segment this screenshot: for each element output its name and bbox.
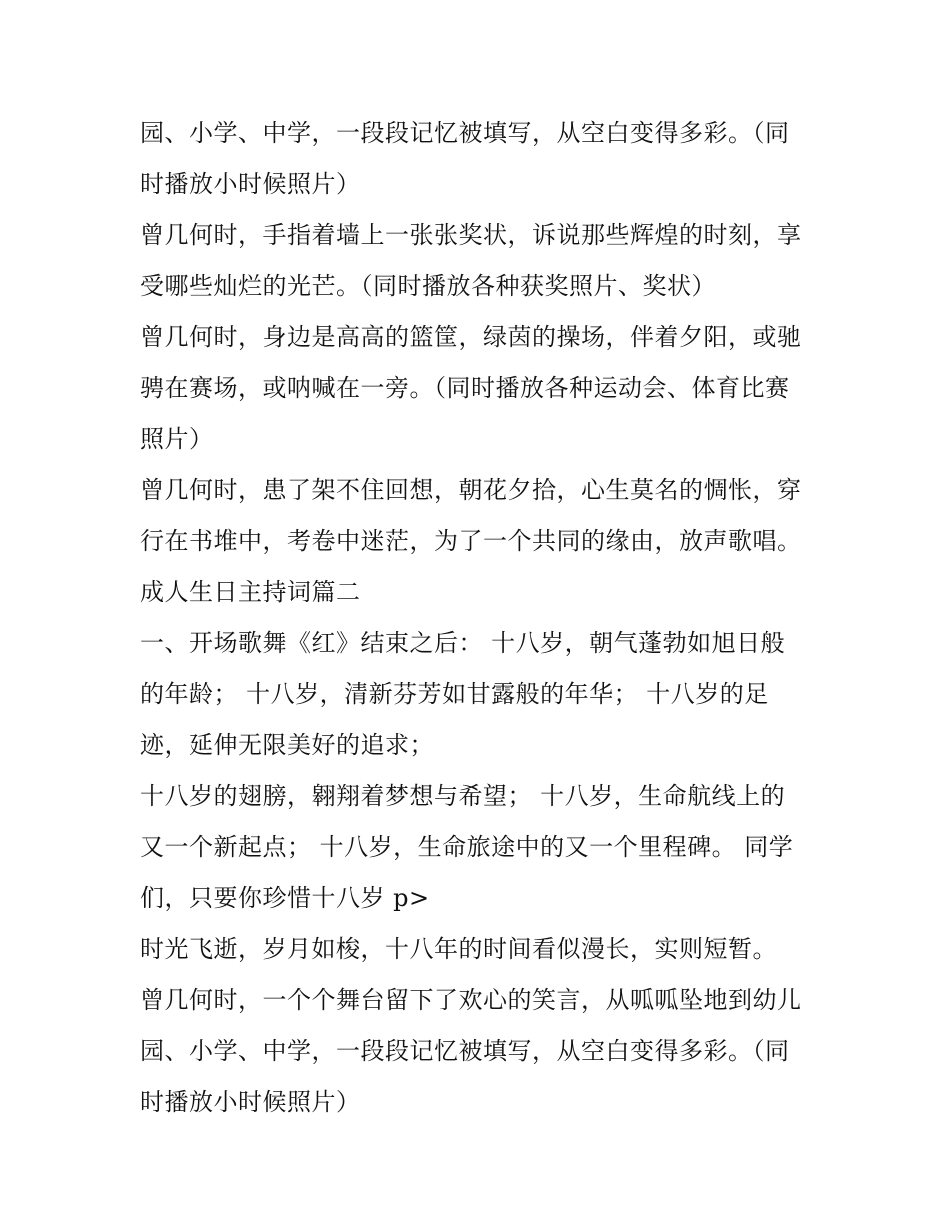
text-line: 十八岁的翅膀，翱翔着梦想与希望； 十八岁，生命航线上的 xyxy=(140,782,786,810)
text-line: 曾几何时，手指着墙上一张张奖状，诉说那些辉煌的时刻，享 xyxy=(140,221,802,249)
text-line: 时光飞逝，岁月如梭，十八年的时间看似漫长，实则短暂。 xyxy=(140,935,777,963)
text-line: 们，只要你珍惜十八岁 p> xyxy=(140,884,430,912)
text-line: 时播放小时候照片） xyxy=(140,170,361,198)
text-line: 照片） xyxy=(140,425,214,453)
text-line: 受哪些灿烂的光芒。（同时播放各种获奖照片、奖状） xyxy=(140,272,716,300)
text-line: 迹，延伸无限美好的追求； xyxy=(140,731,434,759)
text-line: 行在书堆中，考卷中迷茫，为了一个共同的缘由，放声歌唱。 xyxy=(140,527,802,555)
text-line: 园、小学、中学，一段段记忆被填写，从空白变得多彩。（同 xyxy=(140,1037,790,1065)
text-line: 时播放小时候照片） xyxy=(140,1088,361,1116)
text-line: 骋在赛场，或呐喊在一旁。（同时播放各种运动会、体育比赛 xyxy=(140,374,790,402)
text-line: 的年龄； 十八岁，清新芬芳如甘露般的年华； 十八岁的足 xyxy=(140,680,769,708)
text-line: 又一个新起点； 十八岁，生命旅途中的又一个里程碑。 同学 xyxy=(140,833,794,861)
text-line: 一、开场歌舞《红》结束之后： 十八岁，朝气蓬勃如旭日般 xyxy=(140,629,786,657)
text-line: 曾几何时，患了架不住回想，朝花夕拾，心生莫名的惆怅，穿 xyxy=(140,476,802,504)
text-line: 曾几何时，身边是高高的篮筐，绿茵的操场，伴着夕阳，或驰 xyxy=(140,323,802,351)
text-line: 曾几何时，一个个舞台留下了欢心的笑言，从呱呱坠地到幼儿 xyxy=(140,986,802,1014)
section-heading: 成人生日主持词篇二 xyxy=(140,578,361,606)
text-line: 园、小学、中学，一段段记忆被填写，从空白变得多彩。（同 xyxy=(140,119,790,147)
document-body xyxy=(140,108,820,1128)
